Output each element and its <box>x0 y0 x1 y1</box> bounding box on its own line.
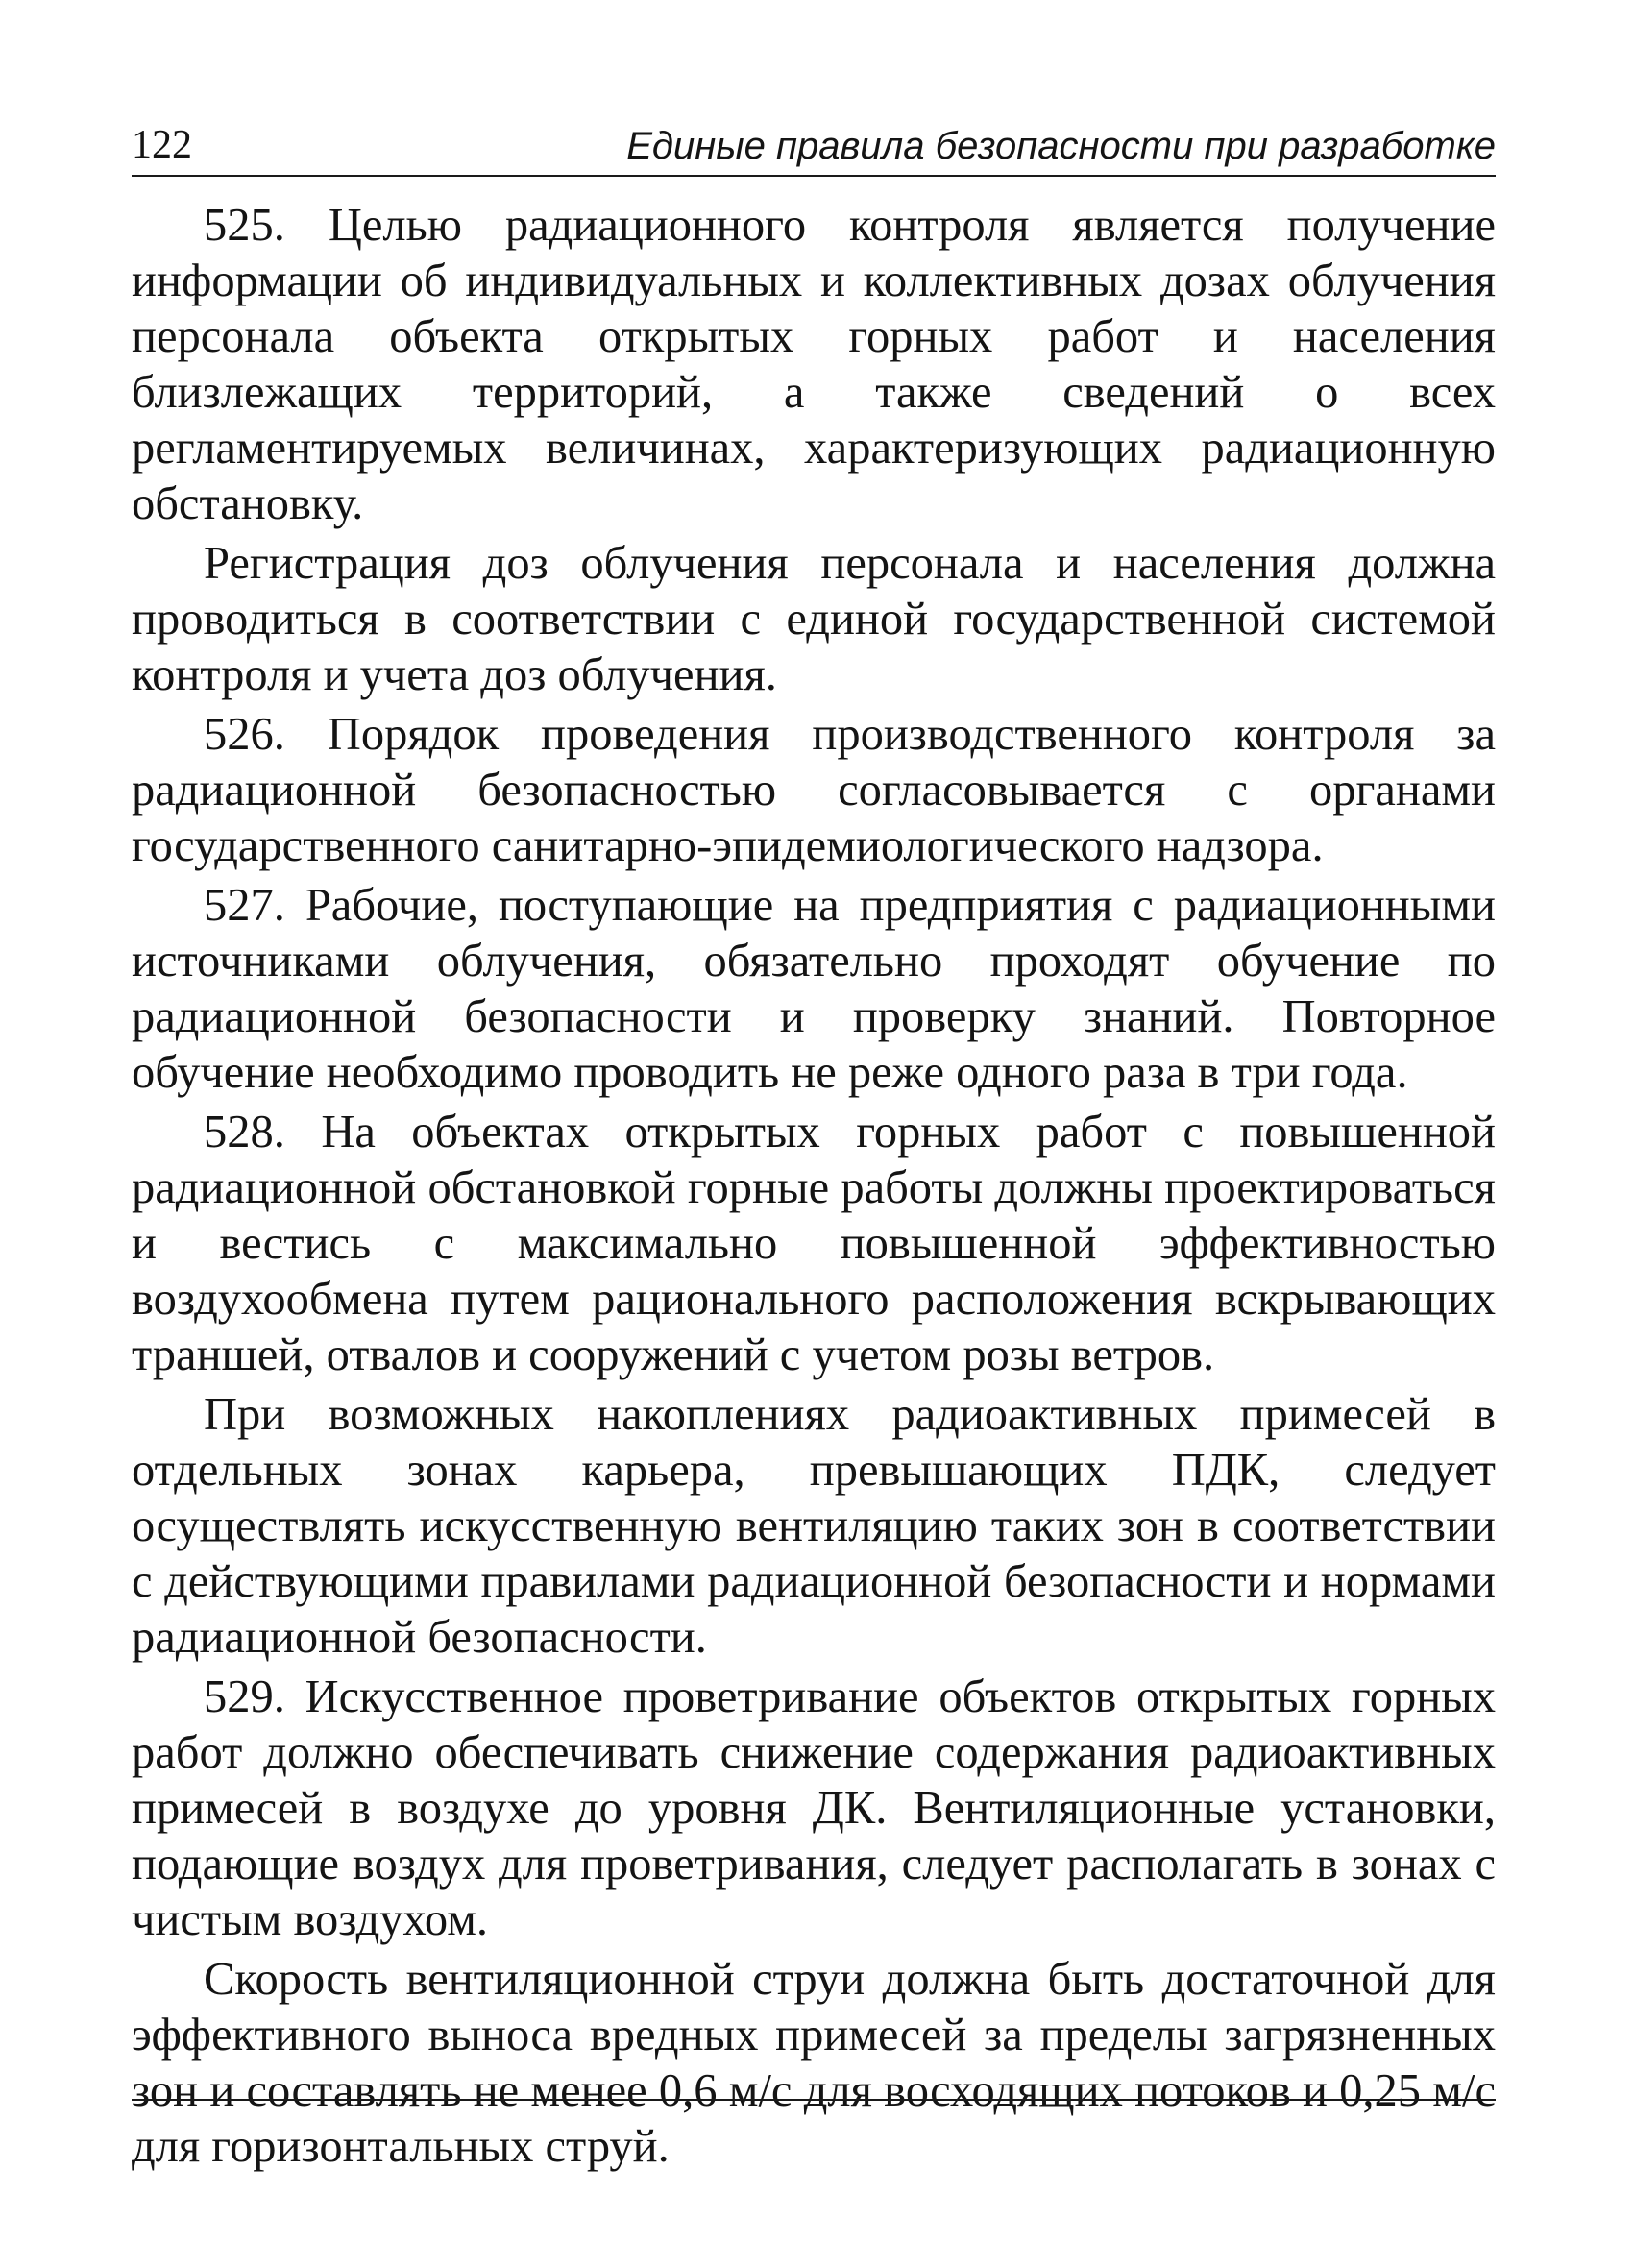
header-divider <box>132 175 1496 177</box>
running-title: Единые правила безопасности при разработке <box>626 125 1496 167</box>
paragraph-airflow-speed: Скорость вентиляционной струи должна быть достаточной для эффективного выноса вредных примесей за пределы загрязненных зон и составлять не менее 0,6 м/с для восходящих потоков и 0,25 м/с для горизонтальных струй. <box>132 1954 1496 2172</box>
page-header <box>132 123 1496 171</box>
paragraph-527: 527. Рабочие, поступающие на предприятия с радиационными источниками облучения, обязательно проходят обучение по радиационной безопасности и проверку знаний. Повторное обучение необходимо проводить не реже одного раза в три года. <box>132 880 1496 1098</box>
paragraph-registration: Регистрация доз облучения персонала и населения должна проводиться в соответствии с единой государственной системой контроля и учета доз облучения. <box>132 538 1496 700</box>
paragraph-525: 525. Целью радиационного контроля является получение информации об индивидуальных и коллективных дозах облучения персонала объекта открытых горных работ и населения близлежащих территорий, а также сведений о всех регламентируемых величинах, характеризующих радиационную обстановку. <box>132 200 1496 529</box>
footer-divider <box>132 2099 1496 2101</box>
page-body <box>132 198 1496 2179</box>
paragraph-528: 528. На объектах открытых горных работ с повышенной радиационной обстановкой горные работы должны проектироваться и вестись с максимально повышенной эффективностью воздухообмена путем рационального расположения вскрывающих траншей, отвалов и сооружений с учетом розы ветров. <box>132 1107 1496 1380</box>
paragraph-accumulations: При возможных накоплениях радиоактивных примесей в отдельных зонах карьера, превышающих ПДК, следует осуществлять искусственную вентиляцию таких зон в соответствии с действующими правилами радиационной безопасности и нормами радиационной безопасности. <box>132 1389 1496 1663</box>
page-number: 122 <box>132 123 192 167</box>
paragraph-529: 529. Искусственное проветривание объектов открытых горных работ должно обеспечивать снижение содержания радиоактивных примесей в воздухе до уровня ДК. Вентиляционные установки, подающие воздух для проветривания, следует располагать в зонах с чистым воздухом. <box>132 1671 1496 1945</box>
paragraph-526: 526. Порядок проведения производственного контроля за радиационной безопасностью согласовывается с органами государственного санитарно-эпидемиологического надзора. <box>132 709 1496 871</box>
